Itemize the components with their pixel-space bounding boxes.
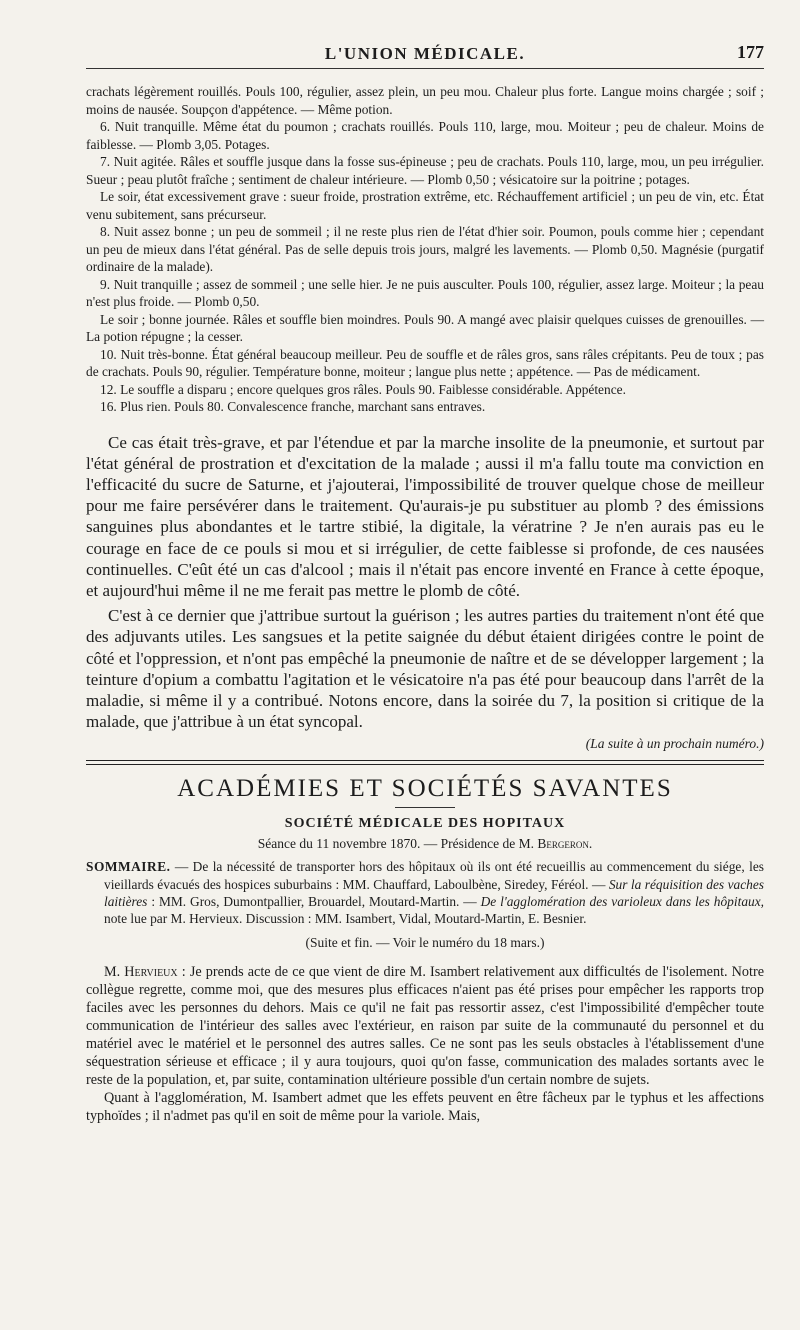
seance-text: Séance du 11 novembre 1870. — Présidence de M. — [257, 836, 538, 852]
observation-paragraph: crachats légèrement rouillés. Pouls 100, régulier, assez plein, un peu mou. Chaleur plus forte. Langue moins chargée ; soif ; moins de nausée. Soupçon d'appétence. — Même potion. — [86, 84, 764, 117]
president-name: Bergeron. — [537, 836, 593, 852]
society-heading: SOCIÉTÉ MÉDICALE DES HOPITAUX — [284, 816, 566, 832]
observation-paragraph: 16. Plus rien. Pouls 80. Convalescence franche, marchant sans entraves. — [100, 399, 486, 414]
running-head: L'UNION MÉDICALE. — [324, 44, 526, 63]
discussion — [86, 963, 764, 1125]
summary — [86, 858, 764, 927]
summary-text: note lue par M. Hervieux. Discussion : MM. Isambert, Vidal, Moutard-Martin, E. Besnier. — [104, 910, 587, 926]
speaker-name: M. Hervieux — [104, 964, 178, 981]
continued-note: (La suite à un prochain numéro.) — [585, 736, 764, 752]
page-header — [86, 38, 764, 69]
observation-paragraph: Le soir ; bonne journée. Râles et souffle bien moindres. Pouls 90. A mangé avec plaisir quelques cuisses de grenouilles. — La potion répugne ; la cesser. — [86, 311, 764, 344]
title-rule — [395, 807, 455, 808]
observation-paragraph: 8. Nuit assez bonne ; un peu de sommeil ; il ne reste plus rien de l'état d'hier soir. Poumon, pouls comme hier ; cependant un peu de mieux dans l'état général. Pas de selle depuis trois jours, malgré les lavements. — Plomb 0,50. Magnésie (purgatif ordinaire de la malade). — [86, 224, 764, 274]
observation-paragraph: 9. Nuit tranquille ; assez de sommeil ; une selle hier. Je ne puis ausculter. Pouls 100, régulier, assez large. Moiteur ; la peau n'est plus froide. — Plomb 0,50. — [86, 276, 764, 309]
observation-paragraph: 7. Nuit agitée. Râles et souffle jusque dans la fosse sus-épineuse ; peu de crachats. Pouls 110, large, mou, un peu irrégulier. Sueur ; peau plutôt fraîche ; sentiment de chaleur intérieure. — Plomb 0,50 ; vésicatoire sur la poitrine ; potages. — [86, 154, 764, 187]
discussion-paragraph: Quant à l'agglomération, M. Isambert admet que les effets peuvent en être fâcheux par le typhus et les affections typhoïdes ; il n'admet pas qu'il en soit de même pour la variole. Mais, — [86, 1090, 764, 1125]
summary-label: SOMMAIRE. — [86, 859, 171, 875]
page-number: 177 — [737, 42, 764, 62]
summary-body — [86, 858, 764, 927]
section-divider — [86, 760, 764, 765]
commentary-paragraph: Ce cas était très-grave, et par l'étendue et par la marche insolite de la pneumonie, et surtout par l'état général de prostration et d'excitation de la malade ; aussi il m'a fallu toute ma conviction en l'efficacité du sucre de Saturne, et j'ajouterai, l'impossibilité de trouver quelque chose de meilleur pour me faire persévérer dans le traitement. Qu'aurais-je pu substituer au plomb ? des émissions sanguines plus abondantes et le tartre stibié, la digitale, la vératrine ? Je n'en aurais pas eu le courage en face de ce pouls si mou et si irrégulier, de cette faiblesse si profonde, de ces nausées continuelles. C'eût été un cas d'alcool ; mais il n'était pas encore inventé en France à cette époque, et aujourd'hui même il ne me ferait pas mettre le plomb de côté. — [86, 432, 764, 600]
observation-paragraph: 12. Le souffle a disparu ; encore quelques gros râles. Pouls 90. Faiblesse considérable. Appétence. — [100, 381, 626, 397]
discussion-paragraph — [86, 963, 764, 1089]
suite-note: (Suite et fin. — Voir le numéro du 18 mars.) — [305, 935, 545, 951]
observation-paragraph: 10. Nuit très-bonne. État général beaucoup meilleur. Peu de souffle et de râles gros, sans râles crépitants. Peu de toux ; pas de crachats. Pouls 90, régulier. Température bonne, moiteur ; langue plus nette ; appétence. — Pas de médicament. — [86, 346, 764, 379]
summary-text: : MM. Gros, Dumontpallier, Brouardel, Moutard-Martin. — — [147, 893, 481, 909]
summary-topic: De l'agglomération des varioleux dans les hôpitaux, — [480, 893, 764, 909]
observation-paragraph: Le soir, état excessivement grave : sueur froide, prostration extrême, etc. Réchauffement artificiel ; un peu de vin, etc. État venu subitement, sans précurseur. — [86, 189, 764, 222]
observation-paragraph: 6. Nuit tranquille. Même état du poumon ; crachats rouillés. Pouls 110, large, mou. Moiteur ; peu de chaleur. Moins de faiblesse. — Plomb 3,05. Potages. — [86, 119, 764, 152]
seance-line — [86, 836, 764, 852]
observation-notes — [86, 83, 764, 416]
section-title: ACADÉMIES ET SOCIÉTÉS SAVANTES — [177, 775, 673, 803]
summary-topic: Sur la réquisition des vaches laitières — [104, 876, 765, 909]
discussion-text: : Je prends acte de ce que vient de dire M. Isambert relativement aux difficultés de l'isolement. Notre collègue regrette, comme moi, que des mesures plus efficaces n'aient pas été prises pour empêcher les rapports trop faciles avec les personnes du dehors. Mais ce qu'il ne fait pas ressortir assez, c'est l'impossibilité d'empêcher toute communication de l'intérieur des salles avec l'extérieur, en raison par suite de la communauté du personnel et du matériel avec le matériel et le personnel des autres salles. Ce ne sont pas les seuls obstacles à l'établissement d'une séquestration sérieuse et efficace ; il y aura toujours, quoi qu'on fasse, communication des malades sortants avec le reste de la population, et, par suite, contamination ultérieure possible d'un certain nombre de sujets. — [86, 964, 764, 1089]
commentary — [86, 432, 764, 733]
commentary-paragraph: C'est à ce dernier que j'attribue surtout la guérison ; les autres parties du traitement n'ont été que des adjuvants utiles. Les sangsues et la petite saignée du début étaient dirigées contre le point de côté et l'oppression, et n'ont pas empêché la pneumonie de naître et de se développer largement ; la teinture d'opium a combattu l'agitation et le vésicatoire n'a pas été pour beaucoup dans l'arrêt de la maladie, si même il y a contribué. Notons encore, dans la soirée du 7, la position si critique de la malade, que j'attribue à un état syncopal. — [86, 606, 764, 732]
summary-text: — De la nécessité de transporter hors des hôpitaux où ils ont été recueillis au commencement du siége, les vieillards évacués des hospices suburbains : MM. Chauffard, Laboulbène, Siredey, Féréol. — — [104, 859, 764, 892]
